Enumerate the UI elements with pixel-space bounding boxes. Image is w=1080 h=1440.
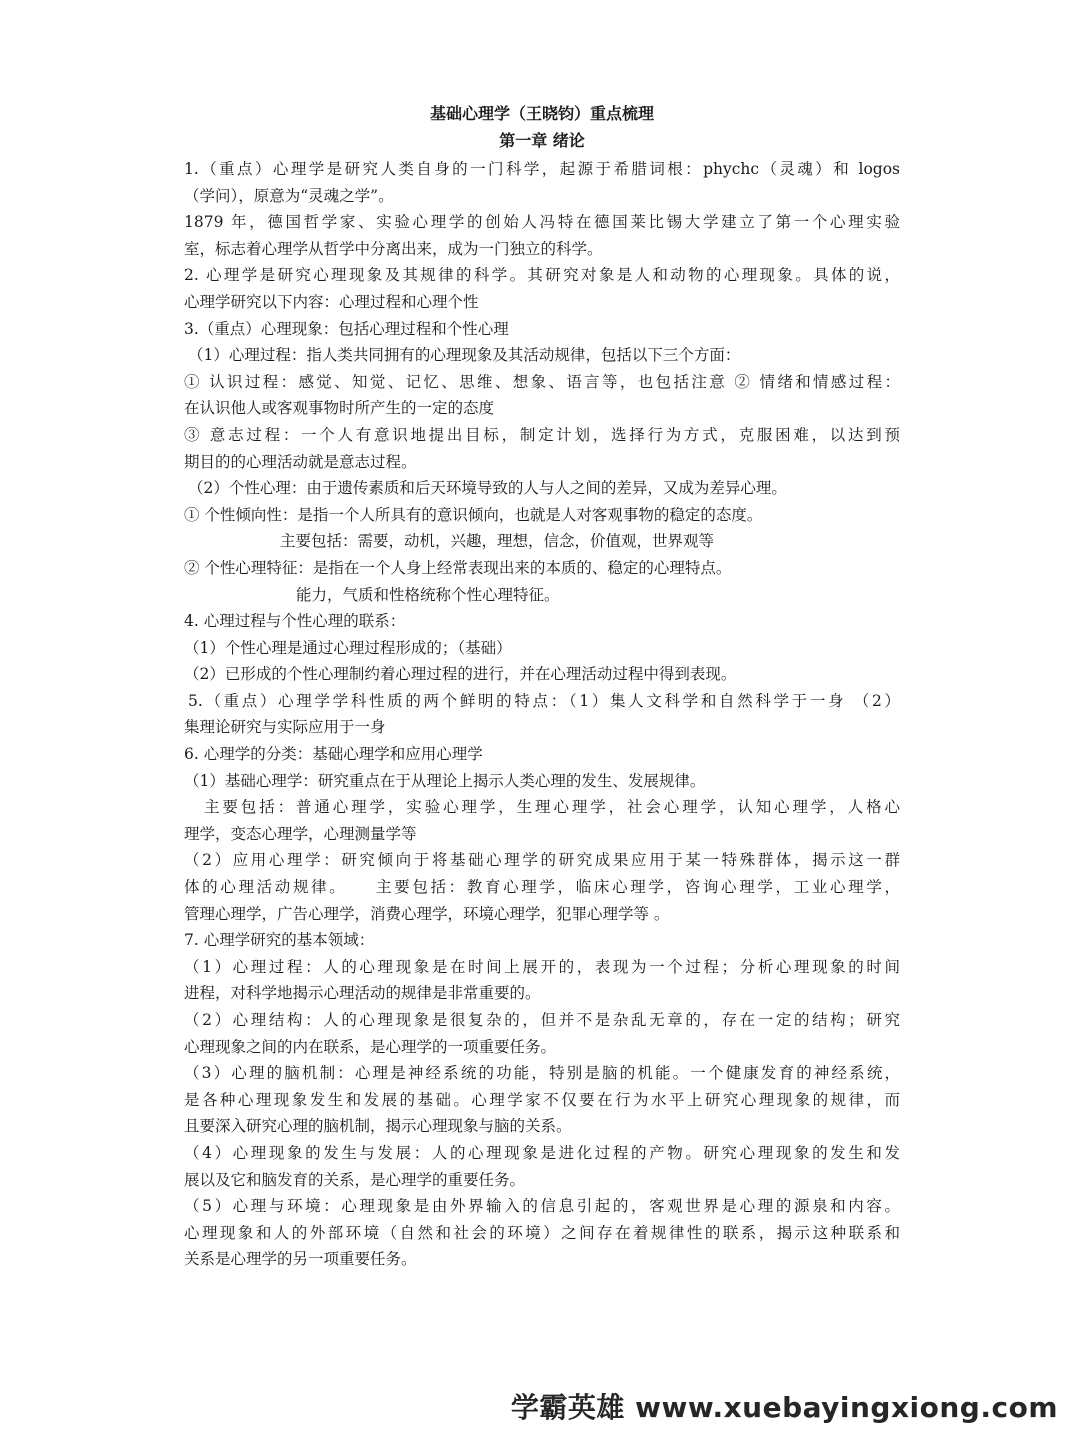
text-line: （2）心理结构：人的心理现象是很复杂的，但并不是杂乱无章的，存在一定的结构；研究 [184,1011,900,1029]
text-line: （1）心理过程：人的心理现象是在时间上展开的，表现为一个过程；分析心理现象的时间 [184,957,900,976]
text-line: 集理论研究与实际应用于一身 [184,718,386,737]
text-line: 主要包括：需要，动机，兴趣，理想，信念，价值观，世界观等 [280,532,715,551]
text-line: 理学，变态心理学，心理测量学等 [184,824,417,843]
text-line: 4. 心理过程与个性心理的联系： [184,612,406,631]
text-line: （学问），原意为“灵魂之学”。 [184,186,394,205]
text-line: 管理心理学，广告心理学，消费心理学，环境心理学，犯罪心理学等 。 [184,904,670,923]
text-line: 心理现象和人的外部环境（自然和社会的环境）之间存在着规律性的联系，揭示这种联系和 [184,1223,900,1242]
text-line: （2）应用心理学：研究倾向于将基础心理学的研究成果应用于某一特殊群体，揭示这一群 [184,851,900,870]
text-line: 是各种心理现象发生和发展的基础。心理学家不仅要在行为水平上研究心理现象的规律，而 [184,1090,900,1109]
text-line: 主要包括：普通心理学，实验心理学，生理心理学，社会心理学，认知心理学，人格心 [204,798,900,817]
text-line: 3.（重点）心理现象：包括心理过程和个性心理 [184,319,509,338]
text-line: （4）心理现象的发生与发展：人的心理现象是进化过程的产物。研究心理现象的发生和发 [184,1143,900,1162]
text-line: （5）心理与环境：心理现象是由外界输入的信息引起的，客观世界是心理的源泉和内容。 [184,1197,900,1216]
chapter-heading: 第一章 绪论 [499,131,585,150]
text-line: （1）个性心理是通过心理过程形成的；（基础） [184,638,512,657]
site-watermark: 学霸英雄 www.xuebayingxiong.com [510,1391,1058,1424]
text-line: 6. 心理学的分类：基础心理学和应用心理学 [184,745,483,764]
text-line: ① 个性倾向性：是指一个人所具有的意识倾向，也就是人对客观事物的稳定的态度。 [184,505,763,524]
text-line: 且要深入研究心理的脑机制，揭示心理现象与脑的关系。 [184,1117,572,1136]
text-line: 能力，气质和性格统称个性心理特征。 [296,585,560,604]
text-line: 展以及它和脑发育的关系，是心理学的重要任务。 [184,1170,526,1189]
text-line: 室，标志着心理学从哲学中分离出来，成为一门独立的科学。 [184,239,603,258]
text-line: 心理现象之间的内在联系，是心理学的一项重要任务。 [184,1037,557,1056]
text-line: 心理学研究以下内容：心理过程和心理个性 [184,292,479,311]
text-line: 5.（重点）心理学学科性质的两个鲜明的特点：（1）集人文科学和自然科学于一身 （2） [188,691,900,710]
text-line: ② 个性心理特征：是指在一个人身上经常表现出来的本质的、稳定的心理特点。 [184,558,732,577]
text-line: （2）已形成的个性心理制约着心理过程的进行，并在心理活动过程中得到表现。 [184,665,737,684]
text-line: ① 认识过程：感觉、知觉、记忆、思维、想象、语言等，也包括注意 ② 情绪和情感过程： [184,372,900,391]
text-line: ③ 意志过程：一个人有意识地提出目标，制定计划，选择行为方式，克服困难，以达到预 [184,425,900,444]
text-line: （1）心理过程：指人类共同拥有的心理现象及其活动规律，包括以下三个方面： [188,346,741,365]
text-line: （1）基础心理学：研究重点在于从理论上揭示人类心理的发生、发展规律。 [184,771,706,790]
text-line: 7. 心理学研究的基本领域： [184,931,375,950]
text-line: 在认识他人或客观事物时所产生的一定的态度 [184,399,495,418]
document-page [184,100,900,1273]
text-line: 期目的的心理活动就是意志过程。 [184,452,417,471]
document-title: 基础心理学（王晓钧）重点梳理 [429,104,654,123]
text-line: 体的心理活动规律。 主要包括：教育心理学，临床心理学，咨询心理学，工业心理学， [184,878,900,897]
text-line: （3）心理的脑机制：心理是神经系统的功能，特别是脑的机能。一个健康发育的神经系统， [184,1064,900,1083]
text-line: 进程，对科学地揭示心理活动的规律是非常重要的。 [184,984,541,1003]
text-line: 2. 心理学是研究心理现象及其规律的科学。其研究对象是人和动物的心理现象。具体的说， [184,266,900,285]
text-line: （2）个性心理：由于遗传素质和后天环境导致的人与人之间的差异，又成为差异心理。 [188,479,787,498]
text-line: 1879 年，德国哲学家、实验心理学的创始人冯特在德国莱比锡大学建立了第一个心理实验 [184,213,900,232]
text-line: 1.（重点）心理学是研究人类自身的一门科学，起源于希腊词根：phychc（灵魂）和 logos [184,160,900,178]
text-line: 关系是心理学的另一项重要任务。 [184,1250,417,1269]
